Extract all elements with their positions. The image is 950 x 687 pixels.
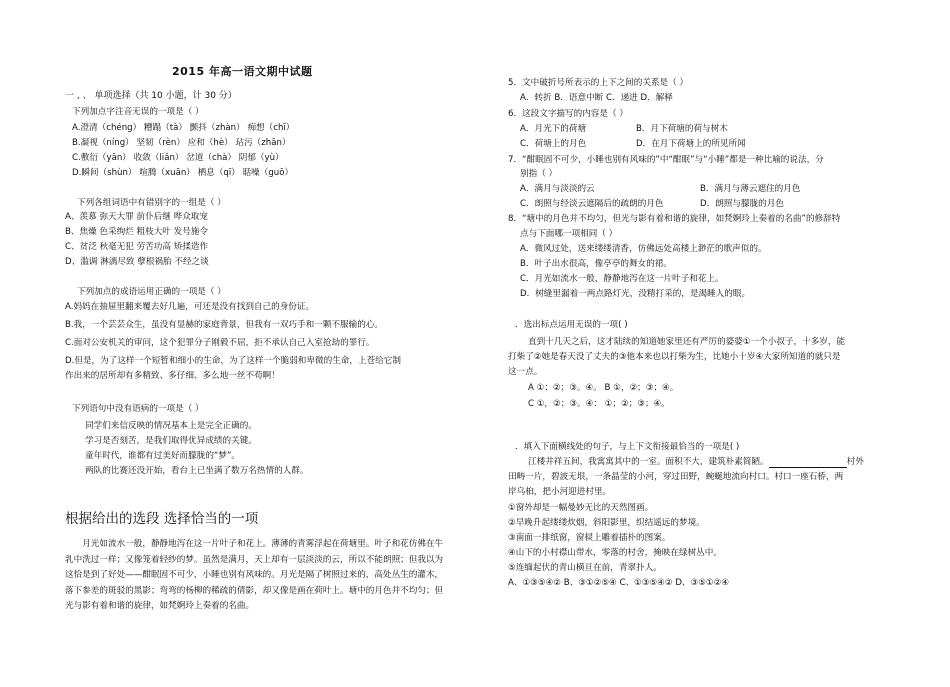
- q8-stem-line2: 点与下面哪一项相同（ ）: [520, 229, 618, 239]
- q5-options: A．转折 B．语意中断 C．递进 D．解释: [520, 93, 673, 103]
- q4-option-d: 两队的比赛还没开始，看台上已坐满了数万名热情的人群。: [85, 466, 309, 476]
- q9-text-line3: 这一点。: [508, 367, 543, 377]
- q10-text-line3: 岸乌桕，把小河迎进村里。: [508, 487, 612, 497]
- q8-stem: 8．“塘中的月色并不均匀，但光与影有着和谐的旋律，如梵婀玲上奏着的名曲”的修辞特: [508, 214, 841, 224]
- section-2-heading: 根据给出的选段 选择恰当的一项: [65, 511, 259, 527]
- exam-title: 2015 年高一语文期中试题: [172, 65, 313, 78]
- q4-option-b: 学习是否刻苦，是我们取得优异成绩的关键。: [85, 436, 257, 446]
- reading-passage: 月光如流水一般，静静地泻在这一片叶子和花上。薄薄的青雾浮起在荷塘里。叶子和花仿佛在牛乳中洗过一样；又像笼着轻纱的梦。虽然是满月，天上却有一层淡淡的云，所以不能朗照；但我以为这恰是到了好处——酣眠固不可少，小睡也别有风味的。月光是隔了树照过来的，高处丛生的灌木，落下参差的斑驳的黑影；弯弯的杨柳的稀疏的倩影，却又像是画在荷叶上。塘中的月色并不均匀；但光与影有着和谐的旋律，如梵婀玲上奏着的名曲。: [65, 539, 444, 611]
- q6-option-c: C．荷塘上的月色: [520, 139, 587, 149]
- q2-stem: 下列各组词语中有错别字的一组是（ ）: [77, 198, 226, 208]
- q6-option-b: B．月下荷塘的荷与树木: [636, 124, 728, 134]
- q9-options-ab: A ①；②；③。④。 B ①，②；③；④。: [528, 383, 679, 393]
- q7-option-d: D．朗照与朦胧的月色: [700, 199, 784, 209]
- q10-text-line2: 田畴一片，碧波无垠，一条晶莹的小河，穿过田野，蜿蜒地流向村口。村口一座石桥，两: [508, 472, 844, 482]
- section-1-heading: 一 , 、 单项选择（共 10 小题，计 30 分）: [65, 91, 237, 101]
- q7-option-b: B．满月与薄云遮住的月色: [700, 184, 801, 194]
- q6-option-d: D．在月下荷塘上的所见所闻: [636, 139, 746, 149]
- q1-option-d: D.瞬间（shùn） 喧腾（xuān） 栖息（qī） 聒噪（guō）: [72, 168, 294, 178]
- q1-stem: 下列加点字注音无误的一项是（ ）: [72, 107, 204, 117]
- q10-text-line1: [528, 457, 864, 468]
- q3-option-d-line2: 作出来的居所却有多精致、多仔细、多么地一丝不苟啊！: [65, 371, 280, 381]
- q10-item-2: ②早晚升起缕缕炊烟，斜阳影里，织结遥远的梦境。: [508, 518, 705, 528]
- q6-option-a: A．月光下的荷塘: [520, 124, 587, 134]
- q10-text-line1-b: 村外: [846, 457, 864, 467]
- q10-options: A、①③⑤④② B、③①②⑤④ C、①③⑤④② D、③⑤①②④: [508, 578, 730, 588]
- q4-stem: 下列语句中没有语病的一项是（ ）: [72, 404, 204, 414]
- q7-option-c: C．朗照与经淡云遮隔后的疏朗的月色: [520, 199, 664, 209]
- q2-option-d: D、滥调 淋漓尽致 孽根祸胎 不经之谈: [65, 257, 209, 267]
- q2-option-a: A、羡慕 弥天大罪 前仆后继 哗众取宠: [65, 212, 208, 222]
- q10-text-line1-a: 江楼井祥五间，我寓寓其中的一室。面积不大，建筑朴素简陋。: [528, 457, 769, 467]
- q4-option-c: 童年时代，谁都有过美好而朦胧的“梦”。: [85, 451, 240, 461]
- q1-option-b: B.凝视（níng） 坚韧（rèn） 应和（hè） 玷污（zhān）: [72, 138, 291, 148]
- q3-option-a: A.妈妈在抽屉里翻来覆去好几遍，可还是没有找到自己的身份证。: [65, 302, 315, 312]
- q7-stem: 7．“酣眠固不可少，小睡也别有风味的”中“酣眠”与“小睡”都是一种比喻的说法，分: [508, 155, 824, 165]
- q10-item-1: ①窗外却是一幅曼妙无比的天然图画。: [508, 503, 654, 513]
- q1-option-c: C.敷衍（yān） 收敛（liǎn） 岔道（chà） 阴郁（yù）: [72, 153, 284, 163]
- q3-option-b: B.我，一个芸芸众生，虽没有显赫的家庭背景，但我有一双巧手和一颗不服输的心。: [65, 320, 384, 330]
- q10-item-3: ③南面一排纸窗，窗棂上雕着插朴的图案。: [508, 533, 671, 543]
- q9-text-line1: 直到十几天之后，这才陆续的知道她家里还有严厉的婆婆①一个小叔子，十多岁，能: [528, 337, 846, 347]
- q10-stem: ．填入下面横线处的句子，与上下文衔接最恰当的一项是( ): [515, 442, 740, 452]
- q9-stem: ．选出标点运用无误的一项( ): [515, 320, 628, 330]
- q3-option-d-line1: D.但是，为了这样一个短暂和细小的生命，为了这样一个脆弱和卑微的生命，上苍给它制: [65, 356, 401, 366]
- q3-stem: 下列加点的成语运用正确的一项是（ ）: [77, 287, 226, 297]
- q8-option-c: C．月光如流水一般，静静地泻在这一片叶子和花上。: [520, 274, 724, 284]
- q5-stem: 5．文中破折号所表示的上下之间的关系是（ ）: [508, 78, 689, 88]
- q7-stem-line2: 别指（ ）: [520, 169, 558, 179]
- q8-option-d: D．树缝里漏着一两点路灯光，没精打采的，是渴睡人的眼。: [520, 289, 751, 299]
- q9-text-line2: 打柴了②她是春天没了丈夫的③他本来也以打柴为生，比她小十岁④大家所知道的就只是: [508, 352, 841, 362]
- q2-option-b: B、焦燥 色采绚烂 粗枝大叶 发号施令: [65, 227, 208, 237]
- q7-option-a: A．满月与淡淡的云: [520, 184, 595, 194]
- q9-options-cd: C ①，②；③。④： ①；②；③；④。: [528, 399, 670, 409]
- q8-option-b: B．叶子出水很高，像亭亭的舞女的裙。: [520, 259, 672, 269]
- q3-option-c: C.面对公安机关的审问，这个犯罪分子刚毅不屈，拒不承认自己入室抢劫的罪行。: [65, 338, 375, 348]
- q8-option-a: A．微风过处，送来缕缕清香，仿佛远处高楼上渺茫的歌声似的。: [520, 244, 767, 254]
- q2-option-c: C、贫泛 秋毫无犯 劳苦功高 矫揉造作: [65, 242, 209, 252]
- q10-item-4: ④山下的小村襟山带水，零落的村舍，掩映在绿树丛中。: [508, 548, 722, 558]
- q10-blank-line: [769, 458, 847, 468]
- q4-option-a: 同学们来信反映的情况基本上是完全正确的。: [85, 421, 257, 431]
- q6-stem: 6．这段文字描写的内容是（ ）: [508, 109, 628, 119]
- q1-option-a: A.澄清（chéng） 糟蹋（tà） 颤抖（zhàn） 痴想（chī）: [72, 123, 295, 133]
- q10-item-5: ⑤连缅起伏的青山横亘在前，青翠扑人。: [508, 563, 662, 573]
